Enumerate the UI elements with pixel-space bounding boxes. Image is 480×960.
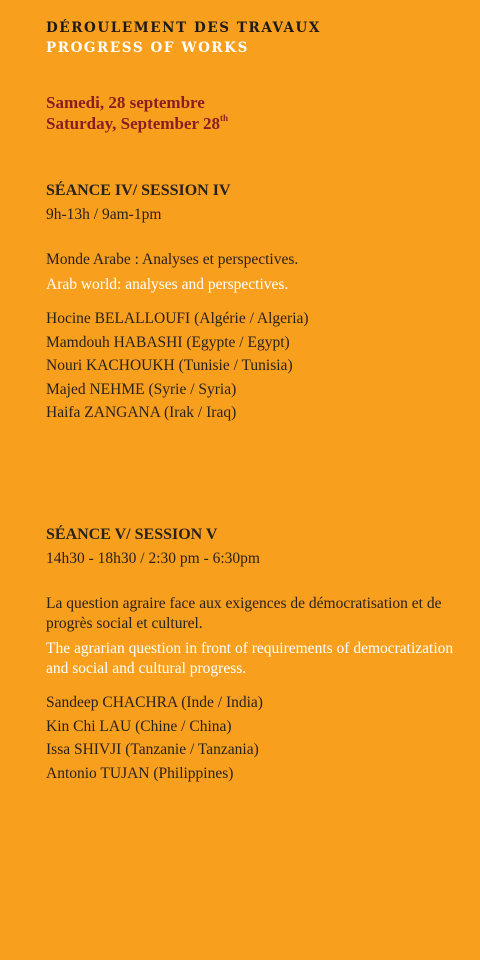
session-5-title: SÉANCE V/ SESSION V bbox=[46, 526, 218, 543]
speaker-item: Majed NEHME (Syrie / Syria) bbox=[46, 380, 237, 398]
program-page bbox=[46, 0, 466, 960]
speaker-item: Antonio TUJAN (Philippines) bbox=[46, 764, 234, 782]
session-5-time: 14h30 - 18h30 / 2:30 pm - 6:30pm bbox=[46, 550, 260, 567]
speaker-item: Nouri KACHOUKH (Tunisie / Tunisia) bbox=[46, 357, 293, 374]
header-title-fr: DÉROULEMENT DES TRAVAUX bbox=[46, 20, 322, 36]
speaker-item: Sandeep CHACHRA (Inde / India) bbox=[46, 694, 263, 711]
header-title-en: PROGRESS OF WORKS bbox=[46, 40, 249, 56]
session-5-topic-en: The agrarian question in front of requirements of democratization and social and cultural progress. bbox=[46, 640, 454, 677]
session-5-topic-fr: La question agraire face aux exigences de démocratisation et de progrès social et culturel. bbox=[46, 595, 442, 632]
speaker-item: Issa SHIVJI (Tanzanie / Tanzania) bbox=[46, 741, 259, 758]
date-fr: Samedi, 28 septembre bbox=[46, 93, 205, 112]
session-4-title: SÉANCE IV/ SESSION IV bbox=[46, 182, 231, 199]
date-en bbox=[46, 114, 228, 134]
session-4-speakers bbox=[46, 307, 309, 425]
speaker-item: Kin Chi LAU (Chine / China) bbox=[46, 717, 232, 735]
session-4-topic-en: Arab world: analyses and perspectives. bbox=[46, 276, 289, 293]
speaker-item: Hocine BELALLOUFI (Algérie / Algeria) bbox=[46, 310, 309, 327]
speaker-item: Haifa ZANGANA (Irak / Iraq) bbox=[46, 404, 237, 421]
date-en-suffix: th bbox=[219, 113, 228, 123]
session-5-speakers bbox=[46, 691, 263, 785]
speaker-item: Mamdouh HABASHI (Egypte / Egypt) bbox=[46, 333, 290, 351]
session-4-time: 9h-13h / 9am-1pm bbox=[46, 206, 162, 223]
date-en-main: Saturday, September 28 bbox=[46, 114, 220, 133]
session-4-topic-fr: Monde Arabe : Analyses et perspectives. bbox=[46, 251, 299, 268]
